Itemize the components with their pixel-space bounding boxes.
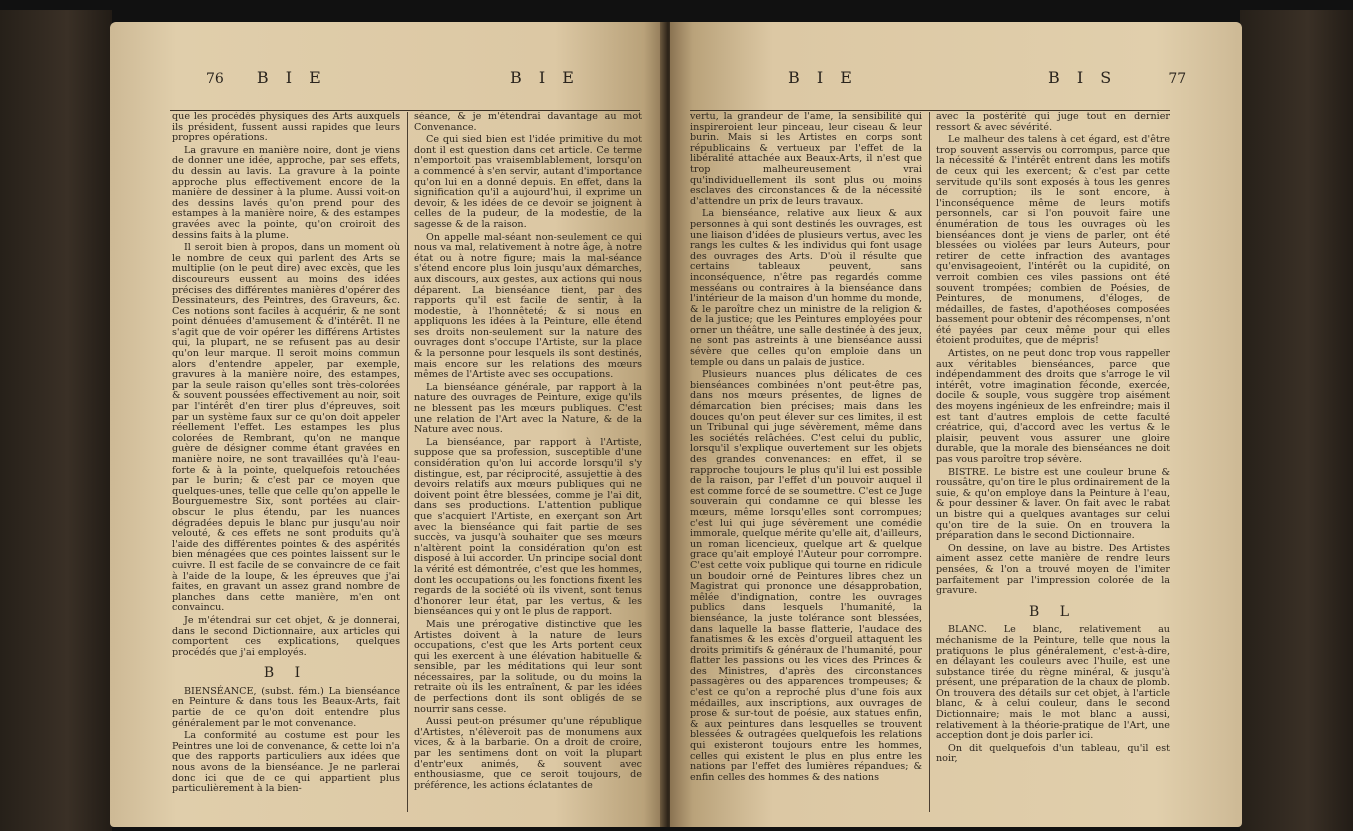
section-heading-bl: B L xyxy=(1028,603,1078,620)
paragraph: séance, & je m'étendrai davantage au mot Convenance. xyxy=(414,112,642,133)
paragraph: Aussi peut-on présumer qu'une république d'Artistes, n'élèveroit pas de monumens aux vices, & à la barbarie. On a droit de croire, par les sentimens dont on voit la plupart d'entr'eux animés, & souvent avec enthousiasme, que ce seroit toujours, de préférence, les actions éclatantes de xyxy=(414,716,642,791)
paragraph: Je m'étendrai sur cet objet, & je donnerai, dans le second Dictionnaire, aux articles qui comportent ces explications, quelques procédés que j'ai employés. xyxy=(172,614,400,658)
paragraph: La conformité au costume est pour les Peintres une loi de convenance, & cette loi n'a que des rapports particuliers aux idées que nous avons de la bienséance. Je ne parlerai donc ici que de ce qui appartient plus particulièrement à la bien- xyxy=(172,730,400,795)
left-running-head-1: B I E xyxy=(256,68,327,87)
right-page-number: 77 xyxy=(1168,71,1187,87)
right-header-rule xyxy=(690,110,1170,111)
paragraph: BISTRE. Le bistre est une couleur brune & roussâtre, qu'on tire le plus ordinairement de la suie, & qu'on employe dans la Peinture à l'eau, & pour dessiner & laver. On fait avec le rabat un bistre qui a quelques avantages sur celui qu'on tire de la suie. On en trouvera la préparation dans le second Dictionnaire. xyxy=(936,466,1170,542)
paragraph: On dit quelquefois d'un tableau, qu'il est noir, xyxy=(936,742,1170,765)
left-page-number: 76 xyxy=(206,71,224,87)
left-running-head-2: B I E xyxy=(510,68,580,87)
right-page-header-right xyxy=(1048,68,1186,87)
paragraph: Plusieurs nuances plus délicates de ces bienséances combinées n'ont peut-être pas, dans nos mœurs présentes, de lignes de démarcation bien précises; mais dans les douces qu'on peut élever sur ces limites, il est un Tribunal qui juge sévèrement, même dans les sociétés relâchées. C'est celui du public, lorsqu'il s'explique ouvertement sur les objets des grandes convenances: en effet, il se rapproche toujours le plus qu'il lui est possible de la raison, par l'effet d'un pouvoir auquel il est comme forcé de se soumettre. C'est ce Juge souverain qui condamne ce qui blesse les mœurs, même lorsqu'elles sont corrompues; c'est lui qui juge sévèrement une comédie immorale, quelque mérite qu'elle ait, d'ailleurs, un roman licencieux, quelque art & quelque grace qu'ait employé l'Auteur pour corrompre. C'est cette voix publique qui tourne en ridicule un boudoir orné de Peintures libres chez un Magistrat qui prononce une désapprobation, mêlée d'indignation, contre les ouvrages publics dans lesquels l'humanité, la bienséance, la juste tolérance sont blessées, dans laquelle la basse flatterie, l'audace des fanatismes & les excès d'orgueil attaquent les droits primitifs & généraux de l'humanité, pour flatter les passions ou les vices des Princes & des Ministres, d'après des circonstances passagères ou des apparences trompeuses; & c'est ce qu'on a reproché plus d'une fois aux médailles, aux inscriptions, aux ouvrages de prose & sur-tout de poésie, aux statues enfin, & aux peintures dans lesquelles se trouvent blessées & outragées quelquefois les relations qui existeront toujours entre les hommes, celles qui existent le plus en plus entre les nations par l'effet des lumières répandues; & enfin celles des hommes & des nations xyxy=(690,369,922,783)
book-cover-right-edge xyxy=(1240,10,1353,831)
paragraph: avec la postérité qui juge tout en dernier ressort & avec sévérité. xyxy=(936,112,1170,133)
right-page xyxy=(670,22,1242,827)
paragraph: BIENSÉANCE, (subst. fém.) La bienséance en Peinture & dans tous les Beaux-Arts, fait partie de ce qu'on doit entendre plus généralement par le mot convenance. xyxy=(172,685,400,729)
paragraph: Il seroit bien à propos, dans un moment où le nombre de ceux qui parlent des Arts se multiplie (on le peut dire) avec excès, que les discoureurs eussent au moins des idées précises des différentes manières d'opérer des Dessinateurs, des Peintres, des Graveurs, &c. Ces notions sont faciles à acquérir, & ne sont point dénuées d'amusement & d'intérêt. Il ne s'agit que de voir opérer les différens Artistes qui, la plupart, ne se refusent pas au desir qu'on leur marque. Il seroit moins commun alors d'entendre appeler, par exemple, gravures à la manière noire, des estampes, par la seule raison qu'elles sont très-colorées & souvent poussées effectivement au noir, soit par l'intérêt d'en tirer plus d'épreuves, soit par un système faux sur ce qu'on doit appeler réellement l'effet. Les estampes les plus colorées de Rembrant, qu'on ne manque guère de désigner comme étant gravées en manière noire, ne sont travaillées qu'à l'eau-forte & à la pointe, quelquefois retouchées par le burin; & c'est par ce moyen que quelques-unes, telle que celle qu'on appelle le Bourguemestre Six, sont portées au clair-obscur le plus étendu, par les nuances dégradées depuis le blanc pur jusqu'au noir velouté, & ces effets ne sont produits qu'à l'aide des différentes pointes & des aspérités bien ménagées que ces pointes laissent sur le cuivre. Il est facile de se convaincre de ce fait à l'aide de la loupe, & les épreuves que j'ai faites, en gravant un assez grand nombre de planches dans cette manière, m'en ont convaincu. xyxy=(172,242,400,614)
paragraph: Le malheur des talens à cet égard, est d'être trop souvent asservis ou corrompus, parce que la nécessité & l'intérêt entrent dans les motifs de ceux qui les exercent; & c'est par cette servitude qu'ils sont exposés à tous les genres de corruption; ils le sont encore, à l'inconséquence même de leurs motifs personnels, car si l'on pouvoit faire une énumération de tous les ouvrages où les bienséances dont je viens de parler, ont été blessées ou violées par leurs Auteurs, pour retirer de cette infraction des avantages qu'envisageoient, l'intérêt ou la cupidité, on verroit combien ces viles passions ont été souvent trompées; combien de Poésies, de Peintures, de monumens, d'éloges, de médailles, de fastes, d'apothéoses composées bassement pour obtenir des récompenses, n'ont été payées par ceux même pour qui elles étoient produites, que de mépris! xyxy=(936,134,1170,347)
section-heading-bi: B I xyxy=(263,665,309,682)
right-running-head-1: B I E xyxy=(788,68,858,87)
right-column-divider xyxy=(929,112,930,812)
paragraph: Artistes, on ne peut donc trop vous rappeller aux véritables bienséances, parce que indépendamment des droits que s'arroge le vil intérêt, votre imagination féconde, exercée, docile & souple, vous suggère trop aisément des moyens ingénieux de les enfreindre; mais il est tant d'autres emplois de cette faculté créatrice, qui, d'accord avec les vertus & le plaisir, peuvent vous assurer une gloire durable, que la morale des bienséances ne doit pas vous paroître trop sévère. xyxy=(936,348,1170,465)
right-running-head-2: B I S xyxy=(1048,68,1118,87)
paragraph: La bienséance, par rapport à l'Artiste, suppose que sa profession, susceptible d'une considération qu'on lui accorde lorsqu'il s'y distingue, est, par réciprocité, assujettie à des devoirs relatifs aux mœurs publiques qui ne doivent point être blessées, comme je l'ai dit, dans ses productions. L'attention publique que s'acquiert l'Artiste, en exerçant son Art avec la bienséance qui fait partie de ses succès, va jusqu'à souhaiter que ses mœurs n'altèrent point la considération qu'on est disposé à lui accorder. Un principe social dont la vérité est démontrée, c'est que les hommes, dont les occupations ou les fonctions fixent les regards de la société où ils vivent, sont tenus d'honorer leur état, par les vertus, & les bienséances qui y ont le plus de rapport. xyxy=(414,436,642,618)
left-header-rule xyxy=(170,110,640,111)
paragraph: On appelle mal-séant non-seulement ce qui nous va mal, relativement à notre âge, à notre état ou à notre figure; mais la mal-séance s'étend encore plus loin jusqu'aux démarches, aux discours, aux gestes, aux actions qui nous déparent. La bienséance tient, par des rapports qu'il est facile de sentir, à la modestie, à l'honnêteté; & si nous en appliquons les idées à la Peinture, elle étend ses droits non-seulement sur la nature des ouvrages dont s'occupe l'Artiste, sur la place & la personne pour lesquels ils sont destinés, mais encore sur les relations des mœurs mêmes de l'Artiste avec ses occupations. xyxy=(414,231,642,381)
paragraph: La bienséance, relative aux lieux & aux personnes à qui sont destinés les ouvrages, est une liaison d'idées de plusieurs vertus, avec les rangs les cultes & les individus qui font usage des ouvrages des Arts. D'où il résulte que certains tableaux peuvent, sans inconséquence, n'être pas regardés comme messéans ou contraires à la bienséance dans l'intérieur de la maison d'un homme du monde, & le paroître chez un ministre de la religion & de la justice; que les Peintures employées pour orner un théâtre, une salle destinée à des jeux, ne sont pas astreints à une bienséance aussi sévère que celles qu'on emploie dans un temple ou dans un palais de justice. xyxy=(690,208,922,368)
paragraph: Ce qui sied bien est l'idée primitive du mot dont il est question dans cet article. Ce terme n'emportoit pas vraisemblablement, lorsqu'on a commencé à s'en servir, autant d'importance qu'on lui en a donné depuis. En effet, dans la signification qu'il a aujourd'hui, il exprime un devoir, & les idées de ce devoir se joignent à celles de la pudeur, de la modestie, de la sagesse & de la raison. xyxy=(414,134,642,230)
paragraph: que les procédés physiques des Arts auxquels ils président, fussent aussi rapides que leurs propres opérations. xyxy=(172,112,400,144)
left-page-header-left xyxy=(206,68,327,87)
paragraph: Mais une prérogative distinctive que les Artistes doivent à la nature de leurs occupations, c'est que les Arts portent ceux qui les exercent à une élévation habituelle & sensible, par les méditations qui leur sont nécessaires, par la solitude, ou du moins la retraite où ils les entraînent, & par les idées de perfections dont ils sont obligés de se nourrir sans cesse. xyxy=(414,618,642,715)
book-cover-left-edge xyxy=(0,10,112,831)
paragraph: vertu, la grandeur de l'ame, la sensibilité qui inspireroient leur pinceau, leur ciseau & leur burin. Mais si les Artistes en corps sont républicains & vertueux par l'effet de la libéralité attachée aux Beaux-Arts, il n'est que trop malheureusement vrai qu'individuellement ils sont plus ou moins esclaves des circonstances & de la nécessité d'attendre un prix de leurs travaux. xyxy=(690,112,922,207)
paragraph: BLANC. Le blanc, relativement au méchanisme de la Peinture, telle que nous la pratiquons le plus généralement, c'est-à-dire, en délayant les couleurs avec l'huile, est une substance tirée du règne minéral, & jusqu'à présent, une préparation de la chaux de plomb. On trouvera des détails sur cet objet, à l'article blanc, & à celui couleur, dans le second Dictionnaire; mais le mot blanc a aussi, relativement à la théorie-pratique de l'Art, une acception dont je dois parler ici. xyxy=(936,624,1170,742)
paragraph: La bienséance générale, par rapport à la nature des ouvrages de Peinture, exige qu'ils ne blessent pas les mœurs publiques. C'est une relation de l'Art avec la Nature, & de la Nature avec nous. xyxy=(414,381,642,436)
paragraph: On dessine, on lave au bistre. Des Artistes aiment assez cette manière de rendre leurs pensées, & l'on a trouvé moyen de l'imiter parfaitement par l'impression colorée de la gravure. xyxy=(936,542,1170,597)
right-page-column-1 xyxy=(690,112,922,812)
right-page-column-2 xyxy=(936,112,1170,812)
left-column-divider xyxy=(407,112,408,812)
left-page-column-2 xyxy=(414,112,642,812)
left-page xyxy=(110,22,666,827)
left-page-column-1 xyxy=(172,112,400,812)
paragraph: La gravure en manière noire, dont je viens de donner une idée, approche, par ses effets, du dessin au lavis. La gravure à la pointe approche plus effectivement encore de la manière de dessiner à la plume. Aussi voit-on des dessins lavés qu'on prend pour des estampes à la manière noire, & des estampes gravées avec la pointe, qu'on croiroit des dessins faits à la plume. xyxy=(172,144,400,241)
